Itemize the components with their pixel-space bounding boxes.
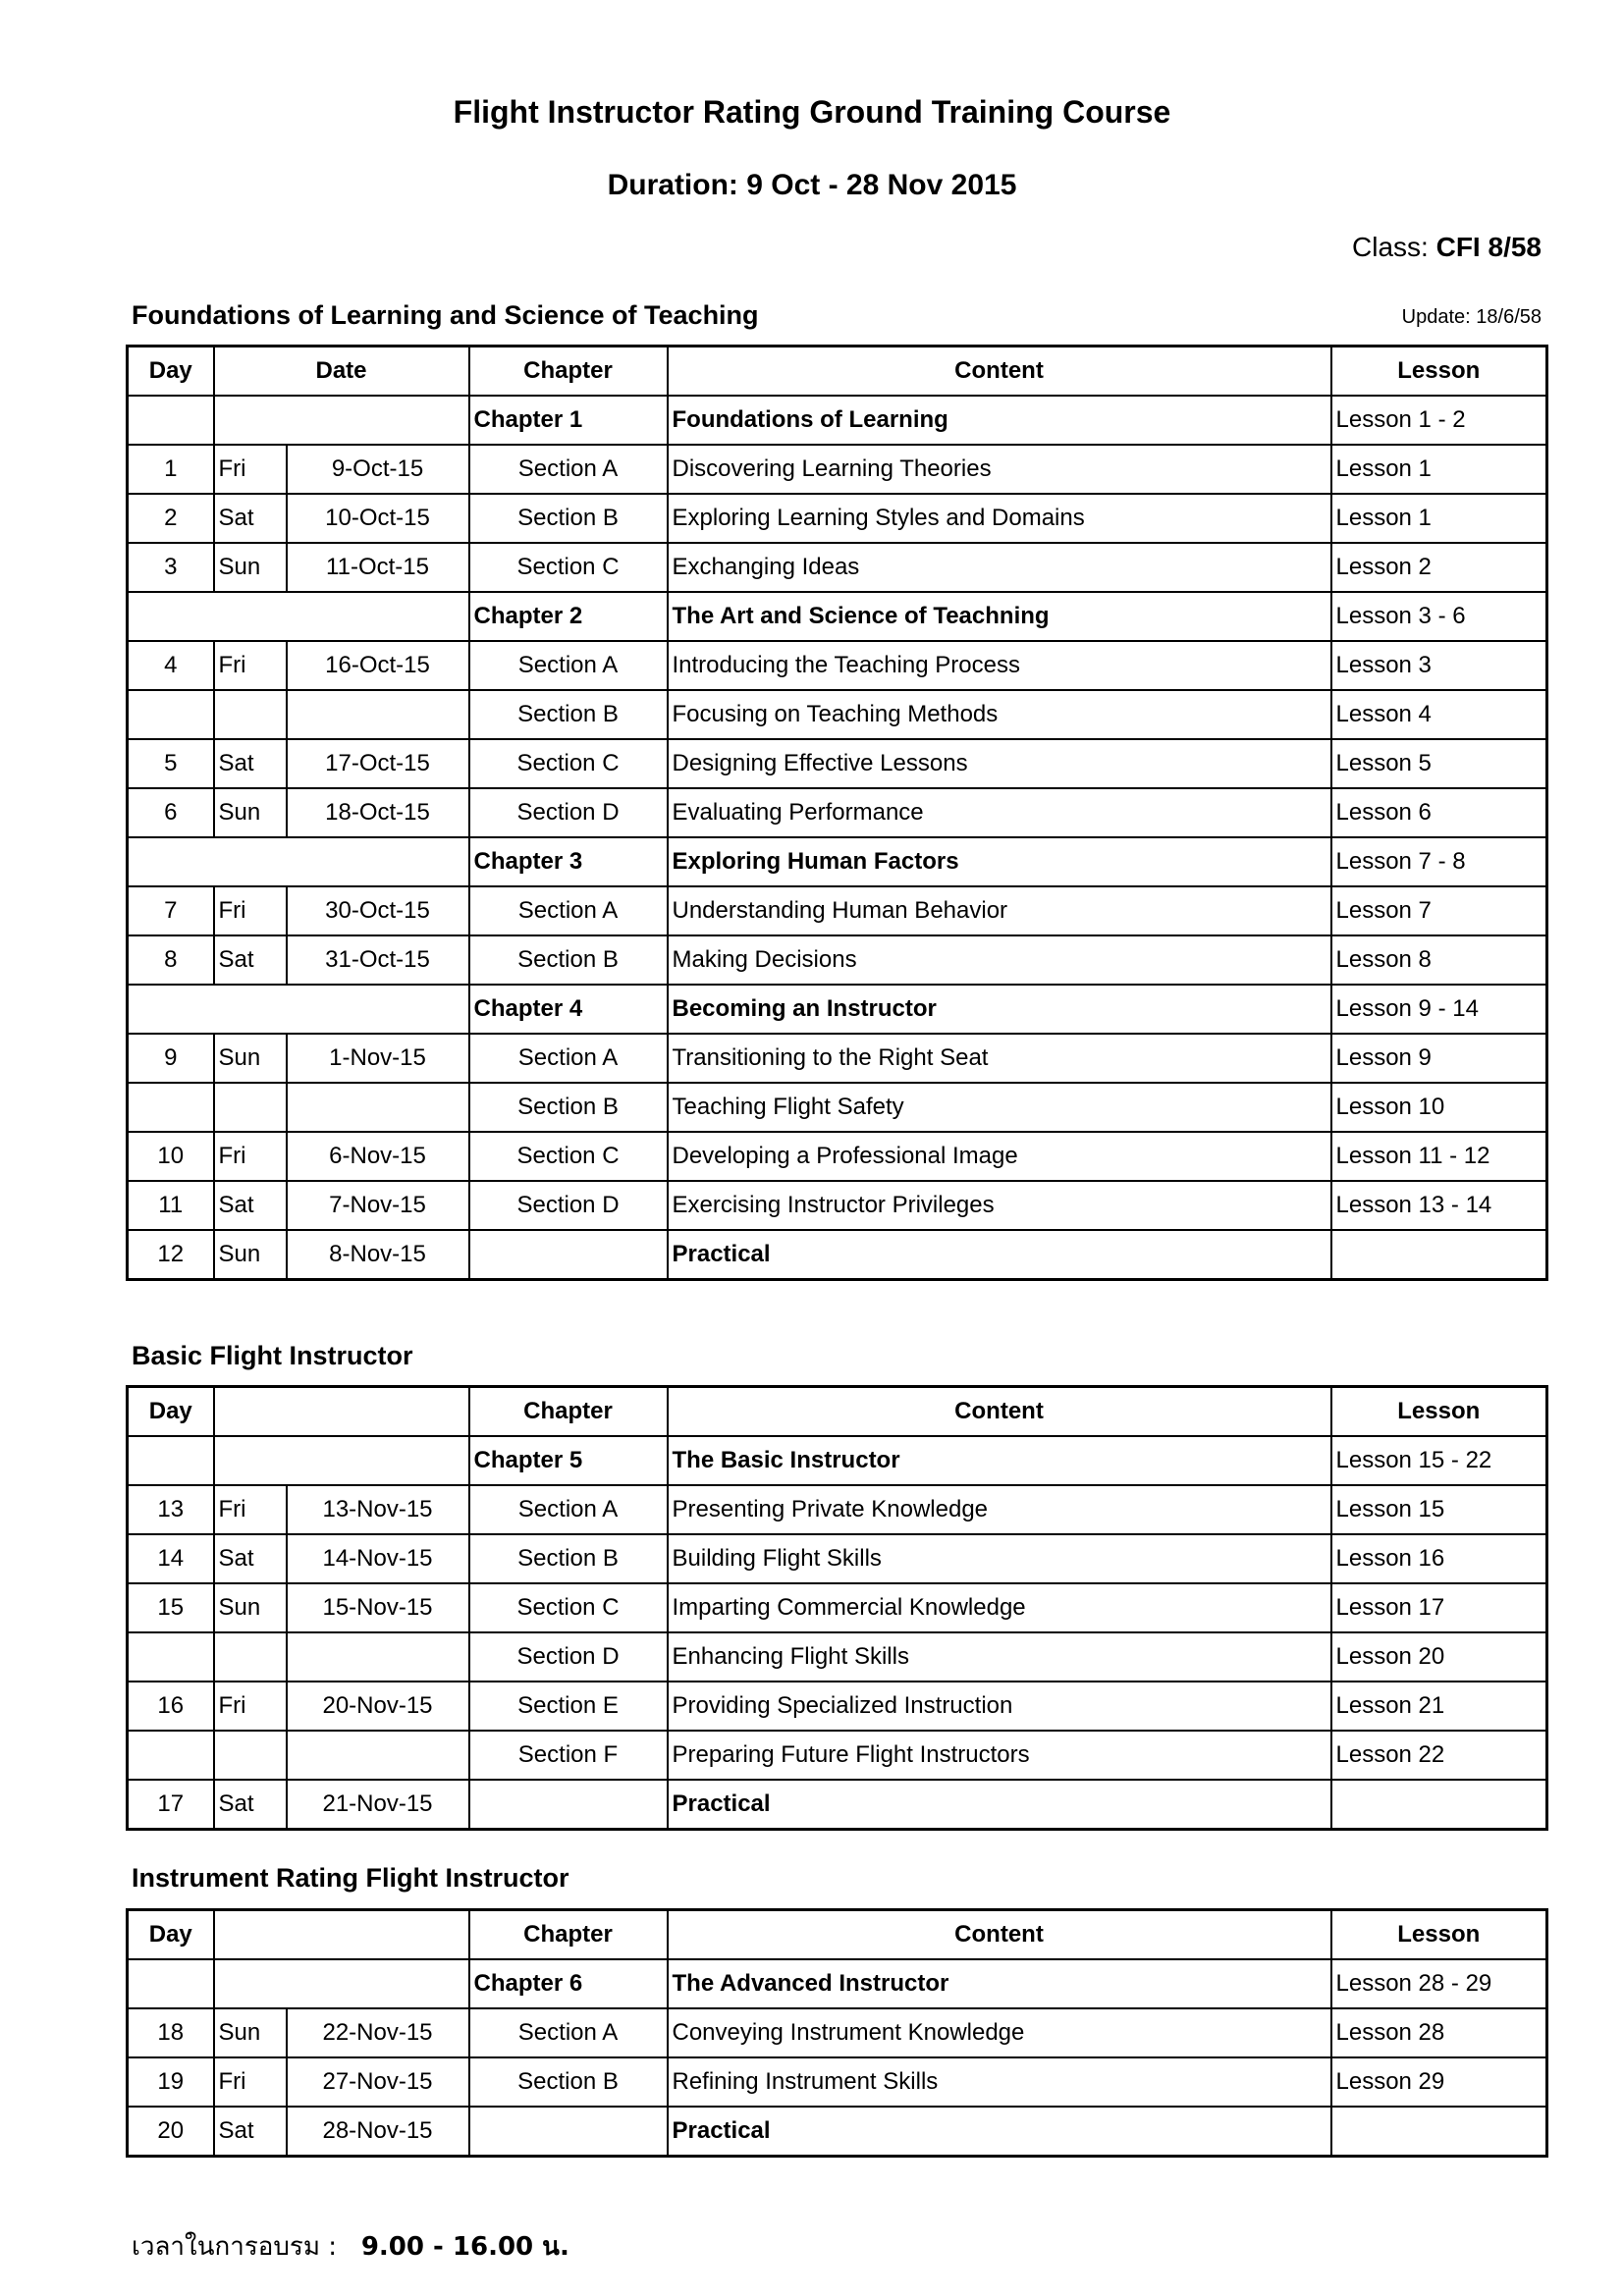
lesson-range: Lesson 28 - 29: [1331, 1959, 1547, 2008]
chapter-title: The Art and Science of Teachning: [668, 592, 1331, 641]
date-cell: [214, 1436, 469, 1485]
date-cell: 10-Oct-15: [287, 494, 469, 543]
header-date: Date: [214, 347, 469, 397]
day-number: 20: [128, 2107, 214, 2157]
section-cell: Section A: [469, 641, 668, 690]
header-date: [214, 1387, 469, 1437]
section-cell: Section A: [469, 2008, 668, 2057]
table-row: [128, 1583, 1547, 1632]
date-cell: 30-Oct-15: [287, 886, 469, 935]
day-number: 17: [128, 1780, 214, 1830]
day-of-week: Fri: [214, 2057, 287, 2107]
section-cell: Section C: [469, 1132, 668, 1181]
day-number: 11: [128, 1181, 214, 1230]
table-row: [128, 1632, 1547, 1682]
content-cell: Practical: [668, 1230, 1331, 1280]
chapter-spacer-cell: [128, 592, 469, 641]
table-row: [128, 1230, 1547, 1280]
content-cell: Focusing on Teaching Methods: [668, 690, 1331, 739]
day-of-week: [214, 1083, 287, 1132]
chapter-number: Chapter 1: [469, 396, 668, 445]
section-cell: Section A: [469, 445, 668, 494]
table-row: [128, 2107, 1547, 2157]
date-cell: [287, 690, 469, 739]
section-cell: [469, 1780, 668, 1830]
lesson-cell: [1331, 2107, 1547, 2157]
day-of-week: [214, 1731, 287, 1780]
date-cell: 13-Nov-15: [287, 1485, 469, 1534]
content-cell: Exploring Learning Styles and Domains: [668, 494, 1331, 543]
day-number: 16: [128, 1682, 214, 1731]
content-cell: Making Decisions: [668, 935, 1331, 985]
table-row: [128, 1731, 1547, 1780]
day-of-week: Fri: [214, 1132, 287, 1181]
table-row: [128, 494, 1547, 543]
course-duration: Duration: 9 Oct - 28 Nov 2015: [607, 169, 1017, 201]
table-row: [128, 2008, 1547, 2057]
section-heading-foundations: Foundations of Learning and Science of Teaching: [132, 300, 759, 330]
date-cell: 22-Nov-15: [287, 2008, 469, 2057]
table-row: [128, 788, 1547, 837]
content-cell: Exercising Instructor Privileges: [668, 1181, 1331, 1230]
content-cell: Introducing the Teaching Process: [668, 641, 1331, 690]
day-of-week: Sat: [214, 1534, 287, 1583]
header-content: Content: [668, 347, 1331, 397]
section-cell: Section C: [469, 739, 668, 788]
training-hours: [132, 2226, 569, 2267]
lesson-cell: Lesson 6: [1331, 788, 1547, 837]
document-title: Flight Instructor Rating Ground Training Course: [453, 94, 1171, 130]
date-cell: 7-Nov-15: [287, 1181, 469, 1230]
section-cell: Section C: [469, 543, 668, 592]
header-chapter: Chapter: [469, 1910, 668, 1960]
day-of-week: Sat: [214, 739, 287, 788]
content-cell: Refining Instrument Skills: [668, 2057, 1331, 2107]
section-cell: Section B: [469, 1534, 668, 1583]
lesson-cell: Lesson 13 - 14: [1331, 1181, 1547, 1230]
date-cell: 16-Oct-15: [287, 641, 469, 690]
chapter-number: Chapter 5: [469, 1436, 668, 1485]
section-cell: Section C: [469, 1583, 668, 1632]
day-number: 4: [128, 641, 214, 690]
day-number: 5: [128, 739, 214, 788]
header-chapter: Chapter: [469, 1387, 668, 1437]
day-of-week: [214, 1632, 287, 1682]
lesson-cell: Lesson 3: [1331, 641, 1547, 690]
content-cell: Designing Effective Lessons: [668, 739, 1331, 788]
lesson-cell: Lesson 5: [1331, 739, 1547, 788]
chapter-row: [128, 837, 1547, 886]
date-cell: [287, 1083, 469, 1132]
day-cell: [128, 1436, 214, 1485]
content-cell: Transitioning to the Right Seat: [668, 1034, 1331, 1083]
section-cell: Section F: [469, 1731, 668, 1780]
header-day: Day: [128, 1387, 214, 1437]
day-of-week: Sat: [214, 1780, 287, 1830]
content-cell: Imparting Commercial Knowledge: [668, 1583, 1331, 1632]
day-of-week: Sun: [214, 543, 287, 592]
day-of-week: Sun: [214, 2008, 287, 2057]
table-row: [128, 690, 1547, 739]
table-row: [128, 886, 1547, 935]
content-cell: Presenting Private Knowledge: [668, 1485, 1331, 1534]
day-of-week: Sun: [214, 1034, 287, 1083]
date-cell: 21-Nov-15: [287, 1780, 469, 1830]
header-chapter: Chapter: [469, 347, 668, 397]
lesson-cell: Lesson 4: [1331, 690, 1547, 739]
table-row: [128, 739, 1547, 788]
lesson-cell: Lesson 7: [1331, 886, 1547, 935]
day-number: 2: [128, 494, 214, 543]
date-cell: 31-Oct-15: [287, 935, 469, 985]
lesson-cell: Lesson 9: [1331, 1034, 1547, 1083]
table-header-row: [128, 347, 1547, 397]
day-of-week: Sun: [214, 1583, 287, 1632]
day-number: 14: [128, 1534, 214, 1583]
date-cell: [214, 396, 469, 445]
day-number: 15: [128, 1583, 214, 1632]
header-lesson: Lesson: [1331, 347, 1547, 397]
date-cell: 11-Oct-15: [287, 543, 469, 592]
day-number: 13: [128, 1485, 214, 1534]
section-cell: Section B: [469, 935, 668, 985]
table-row: [128, 1181, 1547, 1230]
chapter-number: Chapter 3: [469, 837, 668, 886]
table-row: [128, 1034, 1547, 1083]
day-of-week: Fri: [214, 1485, 287, 1534]
chapter-row: [128, 1436, 1547, 1485]
lesson-cell: Lesson 16: [1331, 1534, 1547, 1583]
training-hours-value: 9.00 - 16.00 น.: [360, 2232, 569, 2262]
table-row: [128, 445, 1547, 494]
content-cell: Enhancing Flight Skills: [668, 1632, 1331, 1682]
lesson-cell: Lesson 1: [1331, 445, 1547, 494]
chapter-spacer-cell: [128, 985, 469, 1034]
content-cell: Exchanging Ideas: [668, 543, 1331, 592]
training-hours-label: เวลาในการอบรม :: [132, 2232, 338, 2262]
lesson-cell: Lesson 15: [1331, 1485, 1547, 1534]
lesson-cell: Lesson 20: [1331, 1632, 1547, 1682]
lesson-cell: Lesson 28: [1331, 2008, 1547, 2057]
section-cell: Section A: [469, 886, 668, 935]
section-cell: Section D: [469, 1181, 668, 1230]
date-cell: 18-Oct-15: [287, 788, 469, 837]
section-cell: Section B: [469, 494, 668, 543]
chapter-spacer-cell: [128, 837, 469, 886]
lesson-cell: Lesson 8: [1331, 935, 1547, 985]
chapter-number: Chapter 2: [469, 592, 668, 641]
content-cell: Teaching Flight Safety: [668, 1083, 1331, 1132]
date-cell: 9-Oct-15: [287, 445, 469, 494]
chapter-title: The Advanced Instructor: [668, 1959, 1331, 2008]
day-of-week: Sun: [214, 788, 287, 837]
content-cell: Preparing Future Flight Instructors: [668, 1731, 1331, 1780]
date-cell: 28-Nov-15: [287, 2107, 469, 2157]
date-cell: 1-Nov-15: [287, 1034, 469, 1083]
header-lesson: Lesson: [1331, 1387, 1547, 1437]
day-number: [128, 1632, 214, 1682]
section-cell: Section B: [469, 1083, 668, 1132]
lesson-cell: Lesson 10: [1331, 1083, 1547, 1132]
day-of-week: Sat: [214, 2107, 287, 2157]
lesson-range: Lesson 3 - 6: [1331, 592, 1547, 641]
lesson-cell: [1331, 1230, 1547, 1280]
table-header-row: [128, 1910, 1547, 1960]
content-cell: Evaluating Performance: [668, 788, 1331, 837]
date-cell: 14-Nov-15: [287, 1534, 469, 1583]
day-of-week: Sat: [214, 494, 287, 543]
date-cell: 15-Nov-15: [287, 1583, 469, 1632]
table-row: [128, 1132, 1547, 1181]
lesson-range: Lesson 9 - 14: [1331, 985, 1547, 1034]
day-of-week: Fri: [214, 641, 287, 690]
section-cell: Section B: [469, 2057, 668, 2107]
date-cell: [287, 1632, 469, 1682]
section-cell: Section A: [469, 1034, 668, 1083]
day-of-week: [214, 690, 287, 739]
table-header-row: [128, 1387, 1547, 1437]
content-cell: Providing Specialized Instruction: [668, 1682, 1331, 1731]
date-cell: 17-Oct-15: [287, 739, 469, 788]
day-cell: [128, 1959, 214, 2008]
day-number: [128, 1083, 214, 1132]
day-number: 6: [128, 788, 214, 837]
day-number: 1: [128, 445, 214, 494]
content-cell: Conveying Instrument Knowledge: [668, 2008, 1331, 2057]
table-row: [128, 1534, 1547, 1583]
day-number: 7: [128, 886, 214, 935]
date-cell: 27-Nov-15: [287, 2057, 469, 2107]
content-cell: Discovering Learning Theories: [668, 445, 1331, 494]
lesson-cell: Lesson 22: [1331, 1731, 1547, 1780]
day-number: 8: [128, 935, 214, 985]
class-value: CFI 8/58: [1435, 232, 1542, 262]
day-cell: [128, 396, 214, 445]
table-row: [128, 1682, 1547, 1731]
chapter-title: The Basic Instructor: [668, 1436, 1331, 1485]
table-row: [128, 2057, 1547, 2107]
day-number: 19: [128, 2057, 214, 2107]
class-info: [1352, 232, 1542, 263]
section-cell: Section D: [469, 788, 668, 837]
chapter-number: Chapter 6: [469, 1959, 668, 2008]
date-cell: 8-Nov-15: [287, 1230, 469, 1280]
lesson-range: Lesson 15 - 22: [1331, 1436, 1547, 1485]
lesson-cell: Lesson 11 - 12: [1331, 1132, 1547, 1181]
section-cell: Section D: [469, 1632, 668, 1682]
schedule-table-basic: [126, 1385, 1548, 1831]
day-number: 9: [128, 1034, 214, 1083]
schedule-table-foundations: [126, 345, 1548, 1281]
lesson-cell: Lesson 21: [1331, 1682, 1547, 1731]
lesson-cell: Lesson 29: [1331, 2057, 1547, 2107]
content-cell: Understanding Human Behavior: [668, 886, 1331, 935]
lesson-cell: Lesson 1: [1331, 494, 1547, 543]
day-of-week: Fri: [214, 886, 287, 935]
lesson-range: Lesson 1 - 2: [1331, 396, 1547, 445]
day-of-week: Sun: [214, 1230, 287, 1280]
content-cell: Developing a Professional Image: [668, 1132, 1331, 1181]
section-cell: [469, 1230, 668, 1280]
day-number: 3: [128, 543, 214, 592]
day-number: 10: [128, 1132, 214, 1181]
date-cell: 20-Nov-15: [287, 1682, 469, 1731]
day-of-week: Fri: [214, 445, 287, 494]
table-row: [128, 1083, 1547, 1132]
table-row: [128, 1780, 1547, 1830]
day-number: [128, 690, 214, 739]
content-cell: Practical: [668, 2107, 1331, 2157]
chapter-title: Becoming an Instructor: [668, 985, 1331, 1034]
header-content: Content: [668, 1387, 1331, 1437]
table-row: [128, 935, 1547, 985]
section-cell: Section E: [469, 1682, 668, 1731]
date-cell: [287, 1731, 469, 1780]
header-date: [214, 1910, 469, 1960]
lesson-range: Lesson 7 - 8: [1331, 837, 1547, 886]
table-row: [128, 641, 1547, 690]
chapter-row: [128, 396, 1547, 445]
day-number: [128, 1731, 214, 1780]
day-number: 18: [128, 2008, 214, 2057]
section-heading-instrument: Instrument Rating Flight Instructor: [132, 1863, 569, 1893]
chapter-row: [128, 592, 1547, 641]
section-cell: Section A: [469, 1485, 668, 1534]
day-number: 12: [128, 1230, 214, 1280]
day-of-week: Sat: [214, 935, 287, 985]
header-lesson: Lesson: [1331, 1910, 1547, 1960]
date-cell: 6-Nov-15: [287, 1132, 469, 1181]
content-cell: Building Flight Skills: [668, 1534, 1331, 1583]
class-label: Class:: [1352, 232, 1429, 262]
chapter-number: Chapter 4: [469, 985, 668, 1034]
lesson-cell: Lesson 17: [1331, 1583, 1547, 1632]
header-day: Day: [128, 1910, 214, 1960]
lesson-cell: Lesson 2: [1331, 543, 1547, 592]
update-date: Update: 18/6/58: [1401, 306, 1542, 328]
lesson-cell: [1331, 1780, 1547, 1830]
header-content: Content: [668, 1910, 1331, 1960]
table-row: [128, 543, 1547, 592]
chapter-title: Foundations of Learning: [668, 396, 1331, 445]
chapter-row: [128, 985, 1547, 1034]
section-heading-basic: Basic Flight Instructor: [132, 1341, 413, 1370]
section-cell: Section B: [469, 690, 668, 739]
section-cell: [469, 2107, 668, 2157]
date-cell: [214, 1959, 469, 2008]
chapter-row: [128, 1959, 1547, 2008]
day-of-week: Sat: [214, 1181, 287, 1230]
day-of-week: Fri: [214, 1682, 287, 1731]
content-cell: Practical: [668, 1780, 1331, 1830]
table-row: [128, 1485, 1547, 1534]
header-day: Day: [128, 347, 214, 397]
chapter-title: Exploring Human Factors: [668, 837, 1331, 886]
schedule-table-instrument: [126, 1908, 1548, 2158]
